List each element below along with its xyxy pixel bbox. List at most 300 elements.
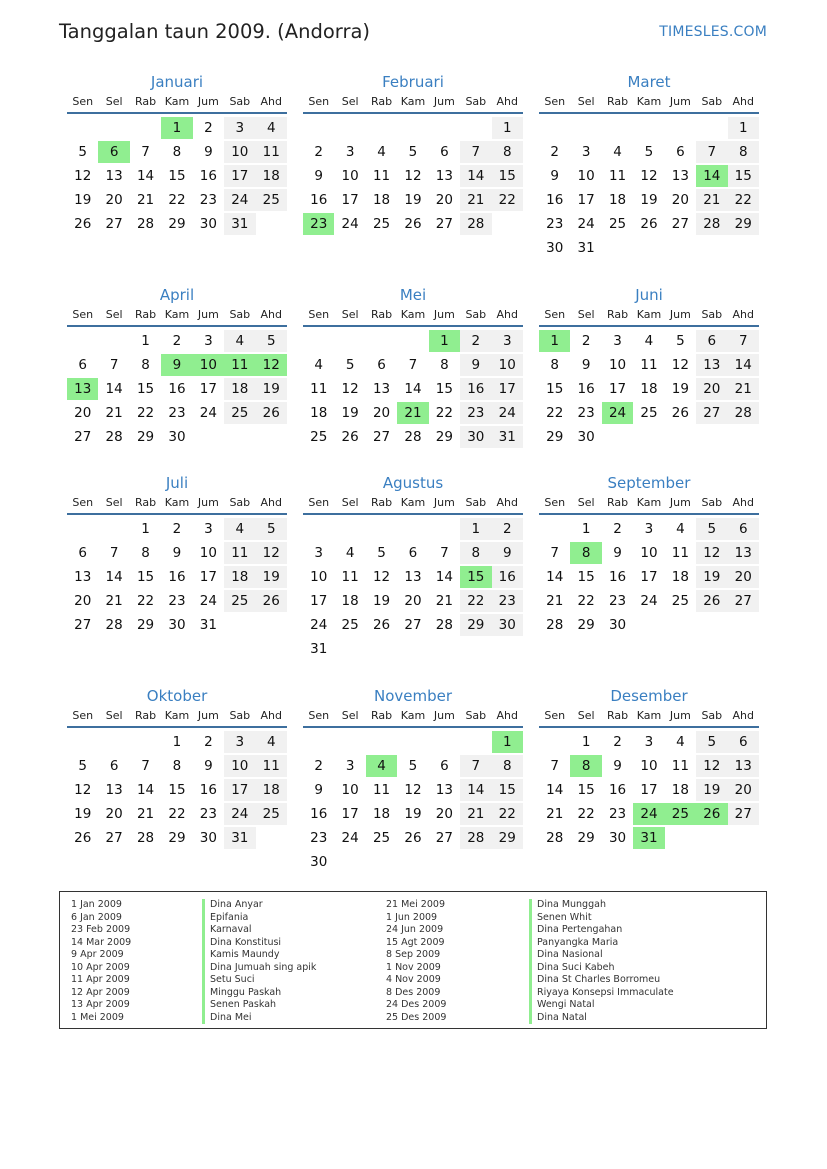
day-cell: 21 <box>460 188 491 212</box>
legend-right-dates <box>386 899 446 1024</box>
weekday-label: Sen <box>544 95 566 108</box>
day-cell: 11 <box>310 381 328 397</box>
empty-cell <box>334 329 365 353</box>
day-cell: 16 <box>546 192 564 208</box>
holiday-day-cell: 26 <box>696 802 727 826</box>
legend-holiday-name: Dina Mei <box>202 1012 316 1025</box>
day-cell: 16 <box>199 782 217 798</box>
empty-cell <box>98 329 129 353</box>
day-cell: 20 <box>728 565 759 589</box>
empty-cell <box>539 116 570 140</box>
day-grid <box>539 730 759 850</box>
day-cell: 7 <box>460 140 491 164</box>
day-cell: 19 <box>341 405 359 421</box>
empty-cell <box>98 730 129 754</box>
day-cell: 6 <box>78 545 87 561</box>
day-grid <box>303 116 523 236</box>
day-cell: 9 <box>460 353 491 377</box>
month-desember <box>539 686 759 850</box>
holiday-day-cell: 9 <box>161 353 192 377</box>
day-cell: 5 <box>696 730 727 754</box>
day-cell: 31 <box>224 212 255 236</box>
day-cell: 8 <box>172 144 182 160</box>
weekday-label: Jum <box>433 308 455 321</box>
day-cell: 22 <box>168 806 186 822</box>
brand-link[interactable]: TIMESLES.COM <box>659 24 767 40</box>
weekday-label: Ahd <box>732 95 754 108</box>
weekday-label: Rab <box>134 709 157 722</box>
day-cell: 13 <box>435 782 453 798</box>
day-cell: 17 <box>199 569 217 585</box>
weekday-label: Kam <box>636 95 662 108</box>
weekday-label: Sen <box>544 496 566 509</box>
day-cell: 22 <box>728 188 759 212</box>
day-cell: 3 <box>224 730 255 754</box>
weekday-label: Sel <box>105 709 123 722</box>
day-cell: 23 <box>492 589 523 613</box>
weekday-label: Ahd <box>260 308 282 321</box>
day-cell: 3 <box>224 116 255 140</box>
day-cell: 27 <box>435 830 453 846</box>
weekday-label: Sel <box>105 95 123 108</box>
day-cell: 12 <box>372 569 391 585</box>
weekday-label: Ahd <box>496 709 518 722</box>
weekday-label: Rab <box>370 95 393 108</box>
day-cell: 1 <box>141 333 150 349</box>
day-cell: 31 <box>310 641 328 657</box>
day-cell: 14 <box>105 381 123 397</box>
month-name: April <box>159 286 195 304</box>
day-cell: 16 <box>310 192 328 208</box>
day-cell: 25 <box>372 830 391 846</box>
day-cell: 5 <box>345 357 355 373</box>
day-cell: 29 <box>546 429 564 445</box>
weekday-label: Rab <box>606 496 629 509</box>
weekday-label: Rab <box>134 496 157 509</box>
day-cell: 19 <box>74 806 92 822</box>
day-cell: 16 <box>310 806 328 822</box>
day-cell: 29 <box>136 429 155 445</box>
day-cell: 7 <box>550 545 559 561</box>
holiday-day-cell: 8 <box>570 754 601 778</box>
day-cell: 3 <box>644 521 654 537</box>
weekday-label: Rab <box>606 308 629 321</box>
day-cell: 12 <box>696 754 727 778</box>
day-cell: 23 <box>310 830 328 846</box>
month-name: Januari <box>150 73 204 91</box>
weekday-label: Sen <box>544 308 566 321</box>
empty-cell <box>67 730 98 754</box>
holiday-day-cell: 1 <box>161 116 192 140</box>
day-cell: 16 <box>608 782 627 798</box>
day-cell: 21 <box>460 802 491 826</box>
day-cell: 20 <box>728 778 759 802</box>
day-cell: 23 <box>199 192 217 208</box>
day-cell: 9 <box>204 144 213 160</box>
day-cell: 26 <box>256 589 287 613</box>
day-cell: 20 <box>696 377 727 401</box>
day-cell: 2 <box>204 734 213 750</box>
day-cell: 7 <box>728 329 759 353</box>
day-cell: 14 <box>136 782 155 798</box>
day-cell: 18 <box>372 806 391 822</box>
day-cell: 21 <box>136 192 155 208</box>
empty-cell <box>98 116 129 140</box>
month-juni <box>539 285 759 449</box>
day-cell: 27 <box>105 830 123 846</box>
day-cell: 13 <box>372 381 391 397</box>
weekday-label: Sab <box>465 496 487 509</box>
empty-cell <box>67 329 98 353</box>
day-cell: 6 <box>728 517 759 541</box>
weekday-label: Sab <box>465 709 487 722</box>
day-cell: 2 <box>581 333 591 349</box>
day-cell: 30 <box>492 613 523 637</box>
month-name: Juni <box>635 286 663 304</box>
day-cell: 20 <box>372 405 391 421</box>
day-cell: 10 <box>341 782 359 798</box>
day-cell: 7 <box>141 144 150 160</box>
day-cell: 12 <box>74 782 92 798</box>
day-cell: 20 <box>74 405 92 421</box>
legend-date: 8 Des 2009 <box>386 986 441 998</box>
day-cell: 14 <box>728 353 759 377</box>
day-cell: 19 <box>640 192 658 208</box>
empty-cell <box>334 517 365 541</box>
day-cell: 26 <box>341 429 359 445</box>
weekday-label: Sab <box>701 95 723 108</box>
day-cell: 13 <box>671 168 689 184</box>
empty-cell <box>130 116 161 140</box>
empty-cell <box>366 730 397 754</box>
day-cell: 27 <box>671 216 689 232</box>
weekday-label: Jum <box>197 308 219 321</box>
day-grid <box>539 517 759 637</box>
day-cell: 20 <box>671 192 689 208</box>
holiday-day-cell: 23 <box>303 212 334 236</box>
day-cell: 13 <box>728 541 759 565</box>
weekday-label: Sab <box>229 496 251 509</box>
day-cell: 11 <box>608 168 627 184</box>
legend-holiday-name: Minggu Paskah <box>202 987 316 1000</box>
weekday-label: Sab <box>701 709 723 722</box>
day-cell: 30 <box>608 617 627 633</box>
day-cell: 15 <box>577 782 595 798</box>
empty-cell <box>429 517 460 541</box>
weekday-label: Kam <box>636 308 662 321</box>
weekday-label: Kam <box>164 308 190 321</box>
day-cell: 4 <box>676 521 685 537</box>
day-cell: 2 <box>550 144 559 160</box>
day-cell: 1 <box>460 517 491 541</box>
empty-cell <box>303 116 334 140</box>
day-cell: 20 <box>74 593 92 609</box>
day-cell: 5 <box>256 329 287 353</box>
day-cell: 28 <box>105 429 123 445</box>
legend-holiday-name: Dina Pertengahan <box>529 924 674 937</box>
day-cell: 23 <box>577 405 595 421</box>
weekday-label: Ahd <box>260 95 282 108</box>
day-cell: 24 <box>341 830 359 846</box>
day-cell: 18 <box>608 192 627 208</box>
day-cell: 20 <box>105 806 123 822</box>
legend-date: 24 Des 2009 <box>386 999 447 1010</box>
day-cell: 15 <box>546 381 564 397</box>
weekday-label: Ahd <box>732 709 754 722</box>
legend-date: 1 Jan 2009 <box>71 899 122 910</box>
holiday-day-cell: 1 <box>492 730 523 754</box>
holiday-day-cell: 24 <box>633 802 664 826</box>
day-cell: 25 <box>224 401 255 425</box>
day-cell: 6 <box>408 545 418 561</box>
weekday-header <box>303 92 523 114</box>
empty-cell <box>366 329 397 353</box>
day-cell: 10 <box>224 754 255 778</box>
holiday-day-cell: 11 <box>224 353 255 377</box>
day-cell: 21 <box>546 806 564 822</box>
day-cell: 3 <box>492 329 523 353</box>
day-cell: 9 <box>314 168 323 184</box>
weekday-label: Sel <box>341 95 359 108</box>
day-cell: 3 <box>613 333 622 349</box>
day-cell: 20 <box>435 192 453 208</box>
day-cell: 16 <box>608 569 627 585</box>
day-cell: 27 <box>372 429 391 445</box>
weekday-header <box>67 305 287 327</box>
day-cell: 19 <box>372 593 391 609</box>
day-cell: 9 <box>613 545 622 561</box>
day-cell: 8 <box>440 357 449 373</box>
day-cell: 25 <box>224 589 255 613</box>
day-cell: 11 <box>341 569 359 585</box>
day-cell: 29 <box>492 826 523 850</box>
holiday-day-cell: 1 <box>429 329 460 353</box>
legend-holiday-name: Dina Natal <box>529 1012 674 1025</box>
day-cell: 29 <box>136 617 155 633</box>
day-cell: 10 <box>224 140 255 164</box>
day-cell: 8 <box>492 140 523 164</box>
day-cell: 29 <box>577 830 595 846</box>
day-cell: 13 <box>404 569 422 585</box>
day-cell: 27 <box>435 216 453 232</box>
day-cell: 17 <box>310 593 328 609</box>
holiday-day-cell: 6 <box>98 140 129 164</box>
day-cell: 27 <box>74 429 92 445</box>
empty-cell <box>460 116 491 140</box>
holiday-day-cell: 13 <box>67 377 98 401</box>
day-cell: 26 <box>404 830 422 846</box>
day-cell: 31 <box>577 240 595 256</box>
weekday-label: Sel <box>341 496 359 509</box>
day-cell: 22 <box>168 192 186 208</box>
day-cell: 11 <box>671 545 689 561</box>
day-cell: 2 <box>314 144 323 160</box>
day-cell: 15 <box>492 778 523 802</box>
day-cell: 6 <box>109 758 119 774</box>
day-cell: 17 <box>341 806 359 822</box>
legend-holiday-name: Dina Konstitusi <box>202 937 316 950</box>
day-cell: 7 <box>408 357 418 373</box>
day-cell: 13 <box>105 782 123 798</box>
day-cell: 24 <box>492 401 523 425</box>
holiday-day-cell: 15 <box>460 565 491 589</box>
weekday-label: Ahd <box>496 95 518 108</box>
day-cell: 14 <box>404 381 422 397</box>
day-cell: 19 <box>256 377 287 401</box>
day-cell: 4 <box>256 730 287 754</box>
day-cell: 11 <box>256 140 287 164</box>
day-cell: 12 <box>341 381 359 397</box>
day-cell: 2 <box>172 333 182 349</box>
month-name: September <box>607 474 691 492</box>
day-cell: 14 <box>460 164 491 188</box>
day-cell: 18 <box>341 593 359 609</box>
day-cell: 23 <box>608 593 627 609</box>
day-cell: 30 <box>199 830 217 846</box>
day-cell: 12 <box>640 168 658 184</box>
day-cell: 6 <box>696 329 727 353</box>
legend-holiday-name: Dina Munggah <box>529 899 674 912</box>
weekday-label: Sen <box>308 308 330 321</box>
empty-cell <box>570 116 601 140</box>
day-cell: 25 <box>640 405 658 421</box>
weekday-label: Sab <box>465 308 487 321</box>
weekday-label: Kam <box>164 709 190 722</box>
day-cell: 19 <box>404 192 422 208</box>
day-cell: 2 <box>204 120 213 136</box>
day-cell: 28 <box>546 617 564 633</box>
holiday-day-cell: 31 <box>633 826 664 850</box>
legend-holiday-name: Senen Whit <box>529 912 674 925</box>
day-cell: 15 <box>136 569 155 585</box>
day-cell: 10 <box>640 758 658 774</box>
legend-date: 6 Jan 2009 <box>71 911 122 923</box>
weekday-label: Sen <box>72 709 94 722</box>
holiday-day-cell: 12 <box>256 353 287 377</box>
day-cell: 10 <box>608 357 627 373</box>
day-cell: 28 <box>136 216 155 232</box>
day-cell: 29 <box>728 212 759 236</box>
day-cell: 28 <box>105 617 123 633</box>
weekday-label: Jum <box>197 709 219 722</box>
legend-date: 10 Apr 2009 <box>71 961 130 973</box>
day-cell: 9 <box>550 168 559 184</box>
day-cell: 4 <box>613 144 622 160</box>
day-cell: 3 <box>581 144 591 160</box>
day-cell: 11 <box>640 357 658 373</box>
day-grid <box>303 730 523 874</box>
weekday-header <box>303 493 523 515</box>
weekday-label: Sen <box>72 308 94 321</box>
day-cell: 1 <box>581 734 591 750</box>
day-cell: 12 <box>74 168 92 184</box>
day-grid <box>539 329 759 449</box>
day-cell: 11 <box>671 758 689 774</box>
day-grid <box>67 517 287 637</box>
day-cell: 14 <box>435 569 453 585</box>
day-cell: 9 <box>492 541 523 565</box>
day-cell: 5 <box>676 333 685 349</box>
day-cell: 12 <box>404 782 422 798</box>
day-cell: 4 <box>256 116 287 140</box>
legend-date: 4 Nov 2009 <box>386 974 441 985</box>
day-grid <box>303 329 523 449</box>
legend-holiday-name: Dina St Charles Borromeu <box>529 974 674 987</box>
day-cell: 17 <box>608 381 627 397</box>
day-cell: 24 <box>224 802 255 826</box>
legend-date: 1 Jun 2009 <box>386 911 438 923</box>
day-cell: 1 <box>141 521 150 537</box>
day-cell: 6 <box>440 758 449 774</box>
day-cell: 8 <box>141 357 150 373</box>
day-cell: 7 <box>109 545 119 561</box>
weekday-label: Jum <box>197 496 219 509</box>
day-cell: 3 <box>644 734 654 750</box>
day-cell: 2 <box>172 521 182 537</box>
day-cell: 1 <box>581 521 591 537</box>
weekday-label: Jum <box>433 496 455 509</box>
day-cell: 22 <box>577 593 595 609</box>
day-cell: 2 <box>460 329 491 353</box>
day-cell: 25 <box>671 593 689 609</box>
day-cell: 22 <box>460 589 491 613</box>
day-cell: 22 <box>136 405 155 421</box>
day-cell: 24 <box>577 216 595 232</box>
weekday-header <box>67 493 287 515</box>
day-cell: 26 <box>256 401 287 425</box>
day-cell: 20 <box>105 192 123 208</box>
weekday-label: Sel <box>105 496 123 509</box>
holiday-day-cell: 8 <box>570 541 601 565</box>
day-cell: 29 <box>168 216 186 232</box>
day-grid <box>539 116 759 260</box>
day-cell: 24 <box>224 188 255 212</box>
day-cell: 23 <box>460 401 491 425</box>
day-cell: 14 <box>546 782 564 798</box>
day-cell: 5 <box>256 517 287 541</box>
day-cell: 15 <box>168 168 186 184</box>
weekday-label: Jum <box>669 496 691 509</box>
empty-cell <box>67 116 98 140</box>
weekday-label: Sel <box>105 308 123 321</box>
day-cell: 21 <box>696 188 727 212</box>
day-cell: 6 <box>440 144 449 160</box>
weekday-header <box>67 706 287 728</box>
weekday-label: Kam <box>400 709 426 722</box>
day-cell: 16 <box>168 381 186 397</box>
day-cell: 29 <box>168 830 186 846</box>
day-cell: 22 <box>492 802 523 826</box>
day-cell: 27 <box>404 617 422 633</box>
weekday-label: Sel <box>577 95 595 108</box>
holiday-day-cell: 14 <box>696 164 727 188</box>
day-cell: 7 <box>460 754 491 778</box>
day-cell: 10 <box>341 168 359 184</box>
day-cell: 31 <box>492 425 523 449</box>
legend-holiday-name: Senen Paskah <box>202 999 316 1012</box>
legend-date: 1 Mei 2009 <box>71 1011 124 1023</box>
empty-cell <box>539 517 570 541</box>
day-cell: 28 <box>546 830 564 846</box>
day-cell: 8 <box>550 357 559 373</box>
day-cell: 26 <box>671 405 689 421</box>
weekday-label: Ahd <box>732 308 754 321</box>
day-cell: 5 <box>377 545 386 561</box>
legend-left-dates <box>71 899 131 1024</box>
holiday-day-cell: 21 <box>397 401 428 425</box>
weekday-label: Rab <box>370 496 393 509</box>
legend-holiday-name: Dina Nasional <box>529 949 674 962</box>
